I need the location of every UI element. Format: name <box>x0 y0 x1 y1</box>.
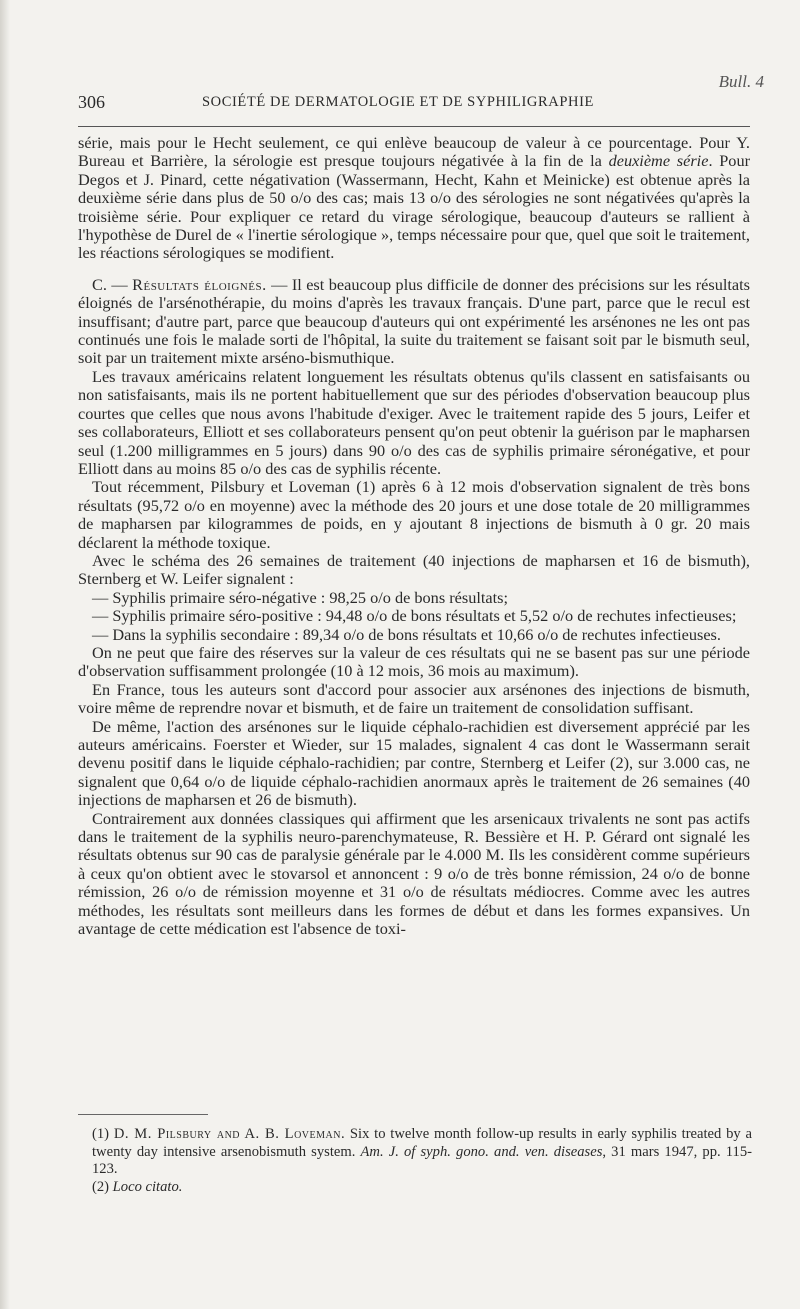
main-text <box>78 134 750 938</box>
section-heading: Résultats éloignés. <box>132 274 267 294</box>
emphasis-deuxieme-serie: deuxième série <box>608 151 709 171</box>
page-edge-shadow <box>0 0 10 1309</box>
page-number: 306 <box>78 92 105 112</box>
footnote-authors: D. M. Pilsbury and A. B. Loveman. <box>113 1126 346 1142</box>
paragraph-resultats-eloignes: C. — Résultats éloignés. — Il est beaucoup plus difficile de donner des précisions sur les résultats éloignés de l'arsénothérapie, du moins d'après les travaux français. D'une part, parce que le recul est insuffisant; d'autre part, parce que beaucoup d'auteurs qui ont expérimenté les arsénones ne les ont pas continués une fois le malade sorti de l'hôpital, la suite du traitement se faisant soit par le bismuth seul, soit par un traitement mixte arséno-bismuthique. <box>78 274 751 368</box>
footnote-rule <box>78 1114 208 1115</box>
footnotes <box>92 1126 752 1196</box>
footnote-1: (1) D. M. Pilsbury and A. B. Loveman. Six to twelve month follow-up results in early syphilis treated by a twenty day intensive arsenobismuth system. Am. J. of syph. gono. and. ven. diseases, 31 mars 1947, pp. 115-123. <box>92 1126 752 1178</box>
paragraph-france: En France, tous les auteurs sont d'accord pour associer aux arsénones des injections de bismuth, voire même de reprendre novar et bismuth, et de faire un traitement de consolidation suffisant. <box>78 679 750 718</box>
paragraph-serologie: série, mais pour le Hecht seulement, ce qui enlève beaucoup de valeur à ce pourcentage. Pour Y. Bureau et Barrière, la sérologie est presque toujours négativée à la fin de la deuxième série. Pour Degos et J. Pinard, cette négativation (Wassermann, Hecht, Kahn et Meinicke) est obtenue après la deuxième série dans plus de 50 o/o des cas; mais 13 o/o des sérologies ne sont négativées qu'après la troisième série. Pour expliquer ce retard du virage sérologique, beaucoup d'auteurs se rallient à l'hypothèse de Durel de « l'inertie sérologique », temps nécessaire pour que, quel que soit le traitement, les réactions sérologiques se modifient. <box>78 133 751 263</box>
footnote-journal: Am. J. of syph. gono. and. ven. diseases <box>360 1143 603 1160</box>
paragraph-schema-26-semaines: Avec le schéma des 26 semaines de traitement (40 injections de mapharsen et 16 de bismuth), Sternberg et W. Leifer signalent : <box>78 550 750 589</box>
paragraph-liquide-cephalo: De même, l'action des arsénones sur le liquide céphalo-rachidien est diversement apprécié par les auteurs américains. Foerster et Wieder, sur 15 malades, signalent 4 cas dont le Wassermann serait devenu positif dans le liquide céphalo-rachidien; par contre, Sternberg et Leifer (2), sur 3.000 cas, ne signalent que 0,64 o/o de liquide céphalo-rachidien anormaux après le traitement de 26 semaines (40 injections de mapharsen et 26 de bismuth). <box>78 716 750 810</box>
page-header <box>78 92 748 116</box>
handwritten-annotation: Bull. 4 <box>718 72 764 91</box>
paragraph-travaux-americains: Les travaux américains relatent longuement les résultats obtenus qu'ils classent en satisfaisants ou non satisfaisants, mais ils ne portent habituellement que sur des périodes d'observation beaucoup plus courtes que celles que nous avons l'habitude d'exiger. Avec le traitement rapide des 5 jours, Leifer et ses collaborateurs, Elliott et ses collaborateurs pensent qu'on peut obtenir la guérison par le mapharsen seul (1.200 milligrammes en 5 jours) dans 90 o/o des cas de syphilis primaire séronégative, et pour Elliott dans au moins 85 o/o des cas de syphilis récente. <box>78 366 750 478</box>
paragraph-paralysie-generale: Contrairement aux données classiques qui affirment que les arsenicaux trivalents ne sont pas actifs dans le traitement de la syphilis neuro-parenchymateuse, R. Bessière et H. P. Gérard ont signalé les résultats obtenus sur 90 cas de paralysie générale par le 4.000 M. Ils les considèrent comme supérieurs à ceux qu'on obtient avec le stovarsol et annoncent : 9 o/o de très bonne rémission, 24 o/o de bonne rémission, 26 o/o de rémission moyenne et 31 o/o de résultats médiocres. Comme avec les autres méthodes, les résultats sont meilleurs dans les formes de début et dans les formes expansives. Un avantage de cette médication est l'absence de toxi- <box>78 808 750 939</box>
list-item: — Syphilis primaire séro-positive : 94,48 o/o de bons résultats et 5,52 o/o de rechutes infectieuses; <box>92 606 737 626</box>
footnote-2: (2) Loco citato. <box>92 1178 183 1195</box>
header-rule <box>78 126 750 127</box>
paragraph-reserves: On ne peut que faire des réserves sur la valeur de ces résultats qui ne se basent pas sur une période d'observation suffisamment prolongée (10 à 12 mois, 36 mois au maximum). <box>78 642 750 681</box>
list-item: — Dans la syphilis secondaire : 89,34 o/o de bons résultats et 10,66 o/o de rechutes infectieuses. <box>92 624 721 644</box>
running-title: SOCIÉTÉ DE DERMATOLOGIE ET DE SYPHILIGRAPHIE <box>202 94 594 110</box>
list-item: — Syphilis primaire séro-négative : 98,25 o/o de bons résultats; <box>92 587 509 607</box>
paragraph-pilsbury: Tout récemment, Pilsbury et Loveman (1) après 6 à 12 mois d'observation signalent de très bons résultats (95,72 o/o en moyenne) avec la méthode des 20 jours et une dose totale de 20 milligrammes de mapharsen par kilogrammes de poids, en y ajoutant 8 injections de bismuth à 0 gr. 20 mais déclarent la méthode toxique. <box>78 477 750 552</box>
